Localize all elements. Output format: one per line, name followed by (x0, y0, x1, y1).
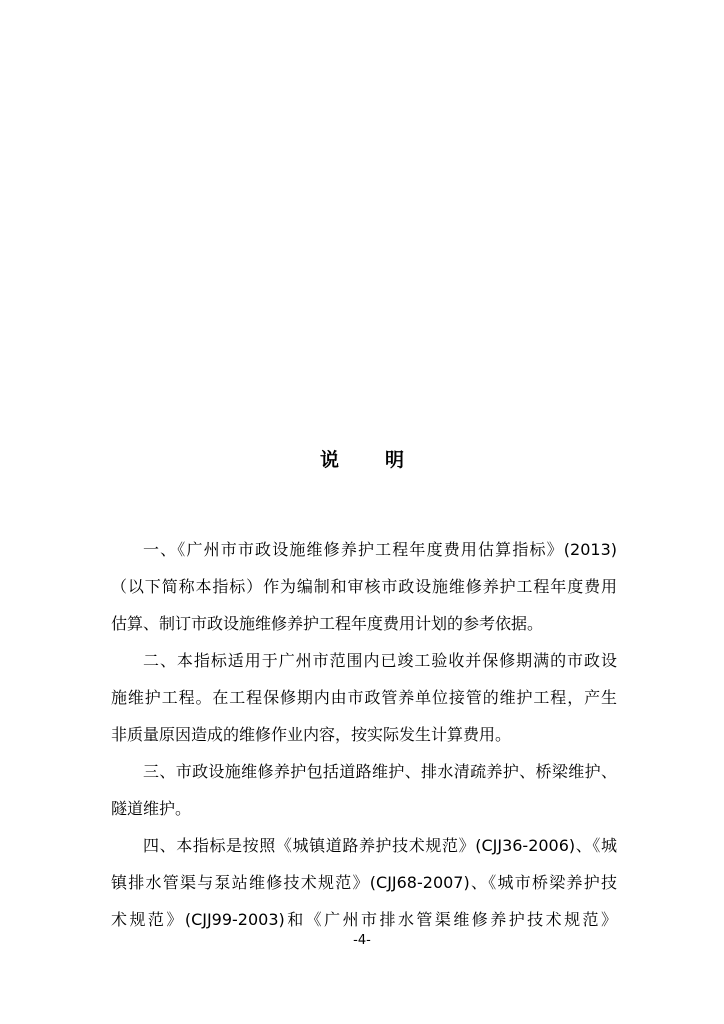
paragraph-1-line-1: 一、《广州市市政设施维修养护工程年度费用估算指标》(2013) (143, 540, 617, 559)
paragraph-4-line-3: 术规范》(CJJ99-2003)和《广州市排水管渠维修养护技术规范》 (111, 910, 617, 929)
body-text (111, 535, 617, 942)
title-part-2: 明 (385, 449, 405, 471)
title-part-1: 说 (319, 449, 339, 471)
page-title (0, 447, 724, 473)
paragraph-3-line-1: 三、市政设施维修养护包括道路维护、排水清疏养护、桥梁维护、 (143, 762, 617, 781)
paragraph-4-line-2: 镇排水管渠与泵站维修技术规范》(CJJ68-2007)、《城市桥梁养护技 (111, 873, 617, 892)
paragraph-1-line-2: （以下简称本指标）作为编制和审核市政设施维修养护工程年度费用 (111, 577, 617, 596)
paragraph-3-line-2: 隧道维护。 (111, 799, 192, 818)
paragraph-2-line-3: 非质量原因造成的维修作业内容，按实际发生计算费用。 (111, 725, 512, 744)
page-number: -4- (353, 933, 371, 948)
paragraph-4-line-1: 四、本指标是按照《城镇道路养护技术规范》(CJJ36-2006)、《城 (143, 836, 617, 855)
paragraph-2-line-1: 二、本指标适用于广州市范围内已竣工验收并保修期满的市政设 (143, 651, 617, 670)
paragraph-1-line-3: 估算、制订市政设施维修养护工程年度费用计划的参考依据。 (111, 614, 544, 633)
paragraph-2-line-2: 施维护工程。在工程保修期内由市政管养单位接管的维护工程，产生 (111, 688, 617, 707)
